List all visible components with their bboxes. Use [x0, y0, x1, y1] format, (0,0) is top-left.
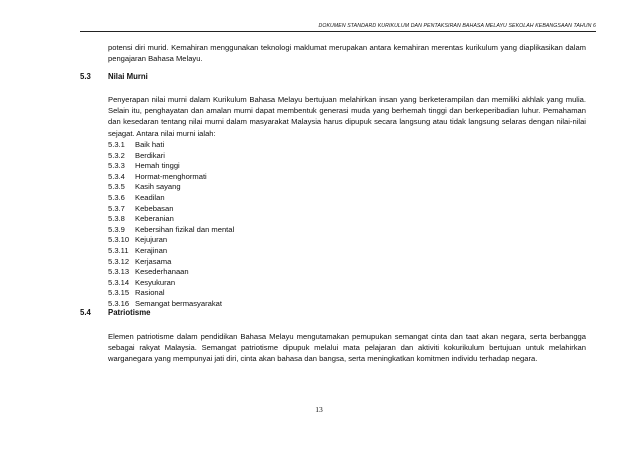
section-5-4-paragraph: Elemen patriotisme dalam pendidikan Bahasa Melayu mengutamakan pemupukan semangat cinta dan taat akan negara, serta berbangga sebagai rakyat Malaysia. Semangat patriotisme dipupuk melalui mata pelajaran dan aktiviti kokurikulum bertujuan untuk melahirkan warganegara yang mempunyai jati diri, cinta akan bahasa dan bangsa, serta meningkatkan komitmen individu terhadap negara.	[108, 332, 586, 364]
section-5-4-number: 5.4	[80, 308, 91, 317]
list-item-label: Hemah tinggi	[135, 161, 180, 171]
list-item-label: Kesyukuran	[135, 277, 176, 287]
list-item-number: 5.3.14	[108, 277, 130, 287]
section-5-4-title: Patriotisme	[108, 308, 151, 317]
list-item-number: 5.3.12	[108, 256, 130, 266]
list-item-label: Keadilan	[135, 192, 165, 202]
list-item-label: Keberanian	[135, 214, 174, 224]
list-item-number: 5.3.2	[108, 150, 125, 160]
list-item-number: 5.3.1	[108, 140, 125, 149]
list-item	[108, 246, 234, 257]
list-item	[108, 182, 234, 193]
section-5-3-number: 5.3	[80, 72, 91, 81]
list-item	[108, 140, 234, 151]
list-item	[108, 161, 234, 172]
list-item-label: Kebebasan	[135, 203, 174, 213]
list-item-number: 5.3.9	[108, 224, 125, 234]
list-item-number: 5.3.7	[108, 203, 125, 213]
list-item-number: 5.3.10	[108, 235, 130, 245]
list-item	[108, 278, 234, 289]
page-number: 13	[315, 405, 323, 414]
list-item-number: 5.3.4	[108, 171, 125, 181]
list-item	[108, 214, 234, 225]
running-header: DOKUMEN STANDARD KURIKULUM DAN PENTAKSIRAN BAHASA MELAYU SEKOLAH KEBANGSAAN TAHUN 6	[318, 23, 596, 29]
intro-paragraph: potensi diri murid. Kemahiran menggunakan teknologi maklumat merupakan antara kemahiran merentas kurikulum yang diaplikasikan dalam pengajaran Bahasa Melayu.	[108, 43, 586, 64]
nilai-murni-list	[108, 140, 234, 310]
list-item-number: 5.3.15	[108, 288, 130, 298]
list-item-label: Kejujuran	[135, 235, 168, 245]
list-item-number: 5.3.13	[108, 267, 130, 277]
list-item-number: 5.3.5	[108, 182, 125, 192]
header-rule	[80, 31, 596, 32]
list-item-label: Hormat-menghormati	[135, 171, 207, 181]
list-item-number: 5.3.3	[108, 161, 125, 171]
list-item-number: 5.3.8	[108, 214, 125, 224]
list-item	[108, 151, 234, 162]
list-item	[108, 235, 234, 246]
list-item	[108, 267, 234, 278]
section-5-3-title: Nilai Murni	[108, 72, 148, 81]
list-item-number: 5.3.6	[108, 192, 125, 202]
list-item-number: 5.3.11	[108, 245, 129, 255]
list-item-label: Kasih sayang	[135, 182, 181, 192]
list-item-label: Kerjasama	[135, 256, 172, 266]
list-item-label: Rasional	[135, 288, 165, 298]
list-item-label: Baik hati	[135, 140, 165, 149]
list-item-label: Kebersihan fizikal dan mental	[135, 224, 235, 234]
list-item	[108, 193, 234, 204]
list-item-label: Kesederhanaan	[135, 267, 189, 277]
list-item	[108, 172, 234, 183]
list-item	[108, 204, 234, 215]
list-item-label: Berdikari	[135, 150, 165, 160]
section-5-3-paragraph: Penyerapan nilai murni dalam Kurikulum Bahasa Melayu bertujuan melahirkan insan yang berketerampilan dan memiliki akhlak yang mulia. Selain itu, penghayatan dan amalan murni dapat membentuk generasi muda yang berhemah tinggi dan berkeperibadian luhur. Pemahaman dan kesedaran tentang nilai murni dalam masyarakat Malaysia harus dipupuk secara langsung atau tidak langsung selaras dengan nilai-nilai sejagat. Antara nilai murni ialah:	[108, 95, 586, 138]
list-item	[108, 257, 234, 268]
list-item-label: Semangat bermasyarakat	[135, 298, 222, 308]
list-item	[108, 288, 234, 299]
list-item	[108, 225, 234, 236]
list-item-label: Kerajinan	[135, 245, 168, 255]
list-item-number: 5.3.16	[108, 298, 130, 308]
